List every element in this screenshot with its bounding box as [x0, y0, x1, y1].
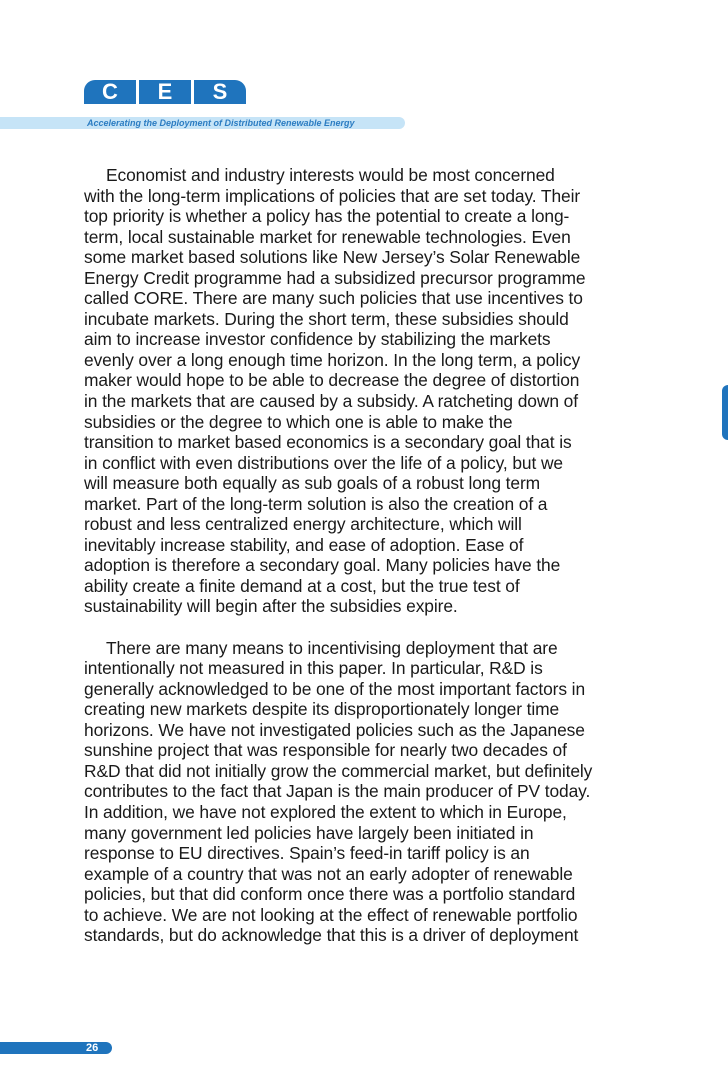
text-line: horizons. We have not investigated policies such as the Japanese [84, 719, 585, 740]
text-line: called CORE. There are many such policies that use incentives to [84, 288, 583, 309]
text-line: In addition, we have not explored the extent to which in Europe, [84, 801, 567, 822]
text-line: generally acknowledged to be one of the most important factors in [84, 678, 586, 699]
text-line: contributes to the fact that Japan is the main producer of PV today. [84, 781, 591, 802]
logo-letter-s: S [194, 80, 246, 104]
text-line: robust and less centralized energy architecture, which will [84, 514, 522, 535]
text-line: adoption is therefore a secondary goal. Many policies have the [84, 555, 561, 576]
text-line: term, local sustainable market for renewable technologies. Even [84, 226, 571, 247]
text-line: subsidies or the degree to which one is able to make the [84, 411, 513, 432]
text-line: many government led policies have largely been initiated in [84, 822, 534, 843]
paragraph-1 [84, 165, 644, 617]
text-line: market. Part of the long-term solution is also the creation of a [84, 493, 548, 514]
text-line: sunshine project that was responsible for nearly two decades of [84, 740, 567, 761]
text-line: will measure both equally as sub goals of a robust long term [84, 473, 541, 494]
logo-letter-c: C [84, 80, 136, 104]
text-line: transition to market based economics is a secondary goal that is [84, 432, 572, 453]
text-line: maker would hope to be able to decrease the degree of distortion [84, 370, 580, 391]
text-line: response to EU directives. Spain’s feed-in tariff policy is an [84, 843, 530, 864]
text-line: some market based solutions like New Jersey’s Solar Renewable [84, 247, 581, 268]
ces-logo [84, 80, 246, 104]
paragraph-2 [84, 638, 644, 946]
text-line: Energy Credit programme had a subsidized precursor programme [84, 267, 586, 288]
text-line: top priority is whether a policy has the potential to create a long- [84, 206, 570, 227]
paragraph-gap [84, 617, 644, 638]
text-line: policies, but that did conform once there was a portfolio standard [84, 884, 576, 905]
text-line: Economist and industry interests would be most concerned [106, 165, 555, 185]
text-line: aim to increase investor confidence by stabilizing the markets [84, 329, 551, 350]
text-line: R&D that did not initially grow the commercial market, but definitely [84, 760, 593, 781]
text-line: with the long-term implications of policies that are set today. Their [84, 185, 581, 206]
text-line: evenly over a long enough time horizon. In the long term, a policy [84, 349, 581, 370]
text-line: creating new markets despite its disproportionately longer time [84, 699, 560, 720]
text-line: standards, but do acknowledge that this is a driver of deployment [84, 925, 579, 946]
text-line: incubate markets. During the short term, these subsidies should [84, 308, 569, 329]
text-line: in the markets that are caused by a subsidy. A ratcheting down of [84, 391, 578, 412]
text-line: inevitably increase stability, and ease of adoption. Ease of [84, 534, 524, 555]
document-body [84, 165, 644, 946]
text-line: example of a country that was not an early adopter of renewable [84, 863, 573, 884]
text-line: ability create a finite demand at a cost, but the true test of [84, 575, 520, 596]
header-tagline: Accelerating the Deployment of Distributed Renewable Energy [87, 118, 355, 128]
text-line: in conflict with even distributions over the life of a policy, but we [84, 452, 563, 473]
page-edge-tab [722, 385, 728, 440]
logo-letter-e: E [139, 80, 191, 104]
text-line: intentionally not measured in this paper. In particular, R&D is [84, 658, 543, 679]
text-line: There are many means to incentivising deployment that are [106, 637, 558, 658]
text-line: sustainability will begin after the subsidies expire. [84, 596, 458, 617]
text-line: to achieve. We are not looking at the effect of renewable portfolio [84, 904, 578, 925]
page-number: 26 [86, 1042, 99, 1054]
